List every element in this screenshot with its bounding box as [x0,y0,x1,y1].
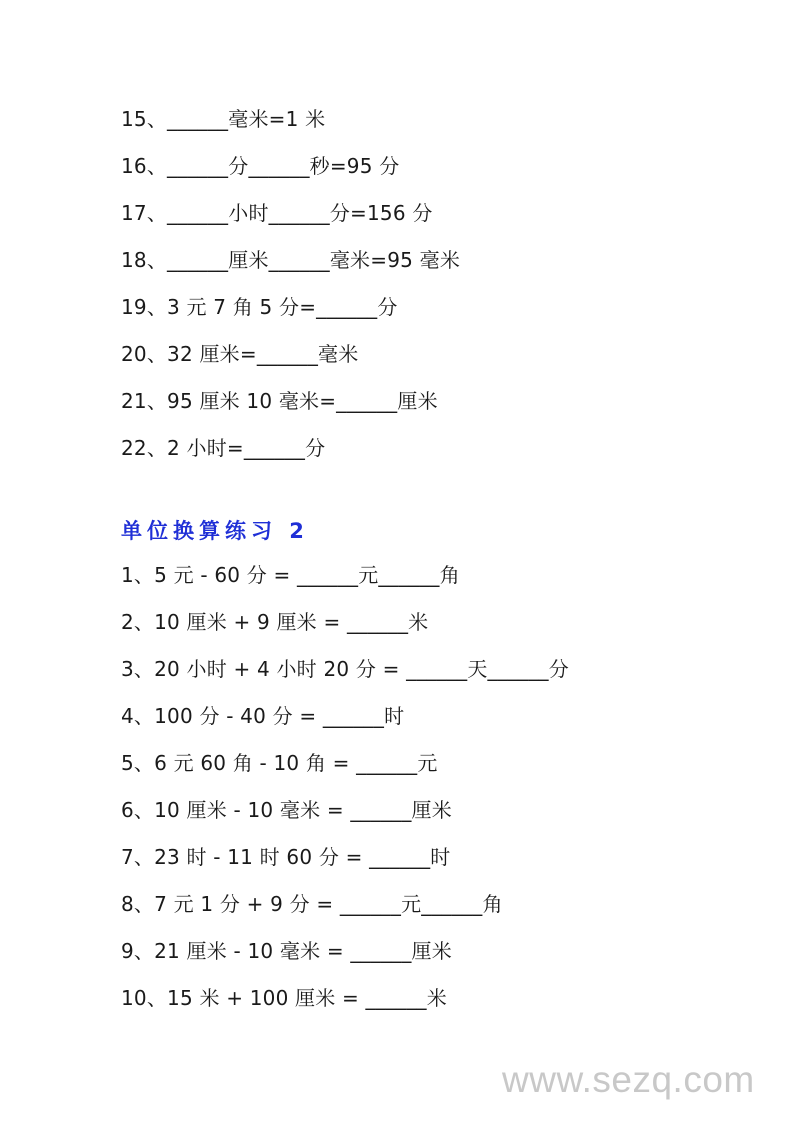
exercise-item-7: 7、23 时 - 11 时 60 分 = ______时 [121,845,451,869]
exercise-item-10: 10、15 米 + 100 厘米 = ______米 [121,986,447,1010]
exercise-item-9: 9、21 厘米 - 10 毫米 = ______厘米 [121,939,452,963]
exercise-item-4: 4、100 分 - 40 分 = ______时 [121,704,405,728]
exercise-item-21: 21、95 厘米 10 毫米=______厘米 [121,389,438,413]
exercise-item-20: 20、32 厘米=______毫米 [121,342,359,366]
exercise-item-5: 5、6 元 60 角 - 10 角 = ______元 [121,751,438,775]
exercise-item-8: 8、7 元 1 分 + 9 分 = ______元______角 [121,892,503,916]
exercise-item-1: 1、5 元 - 60 分 = ______元______角 [121,563,460,587]
exercise-item-15: 15、______毫米=1 米 [121,107,326,131]
exercise-item-16: 16、______分______秒=95 分 [121,154,400,178]
exercise-item-22: 22、2 小时=______分 [121,436,326,460]
exercise-item-19: 19、3 元 7 角 5 分=______分 [121,295,398,319]
exercise-item-18: 18、______厘米______毫米=95 毫米 [121,248,461,272]
exercise-item-3: 3、20 小时 + 4 小时 20 分 = ______天______分 [121,657,569,681]
watermark-url: www.sezq.com [502,1059,755,1100]
exercise-item-17: 17、______小时______分=156 分 [121,201,433,225]
section-title: 单位换算练习 2 [121,519,309,543]
exercise-item-2: 2、10 厘米 + 9 厘米 = ______米 [121,610,429,634]
exercise-item-6: 6、10 厘米 - 10 毫米 = ______厘米 [121,798,452,822]
